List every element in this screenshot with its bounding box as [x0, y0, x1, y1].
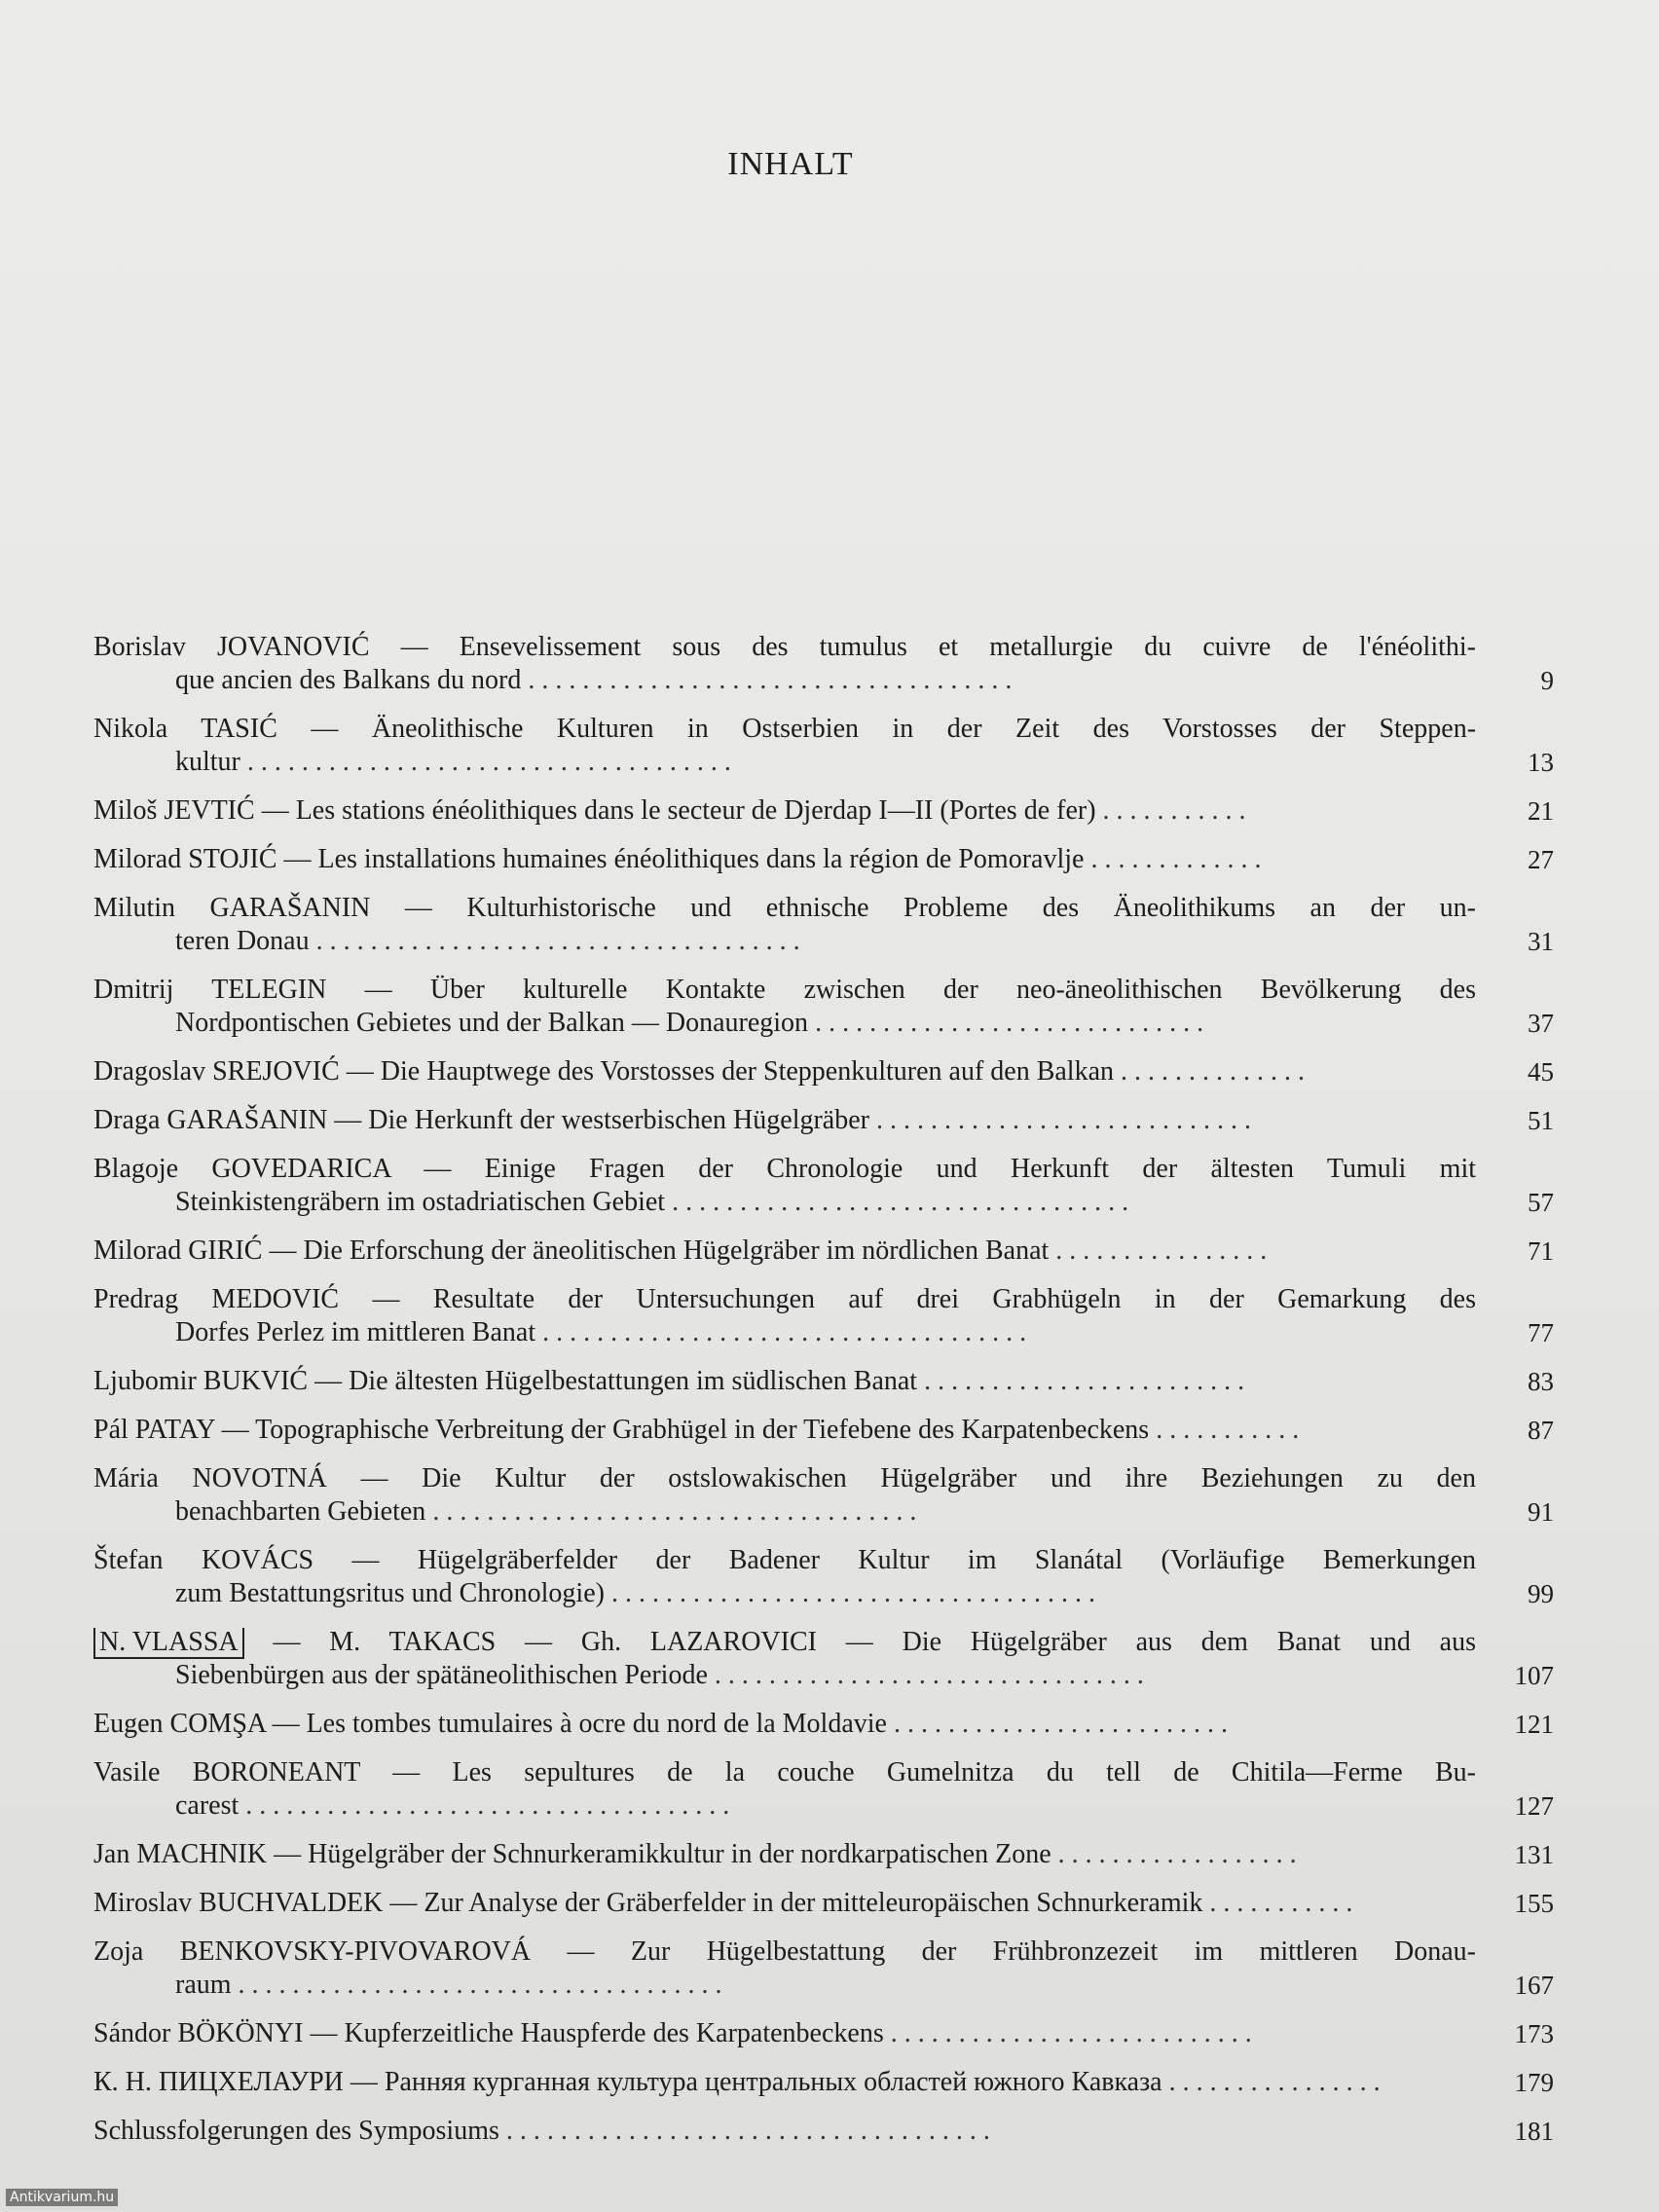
toc-entry-line [93, 713, 1476, 746]
toc-title: — Die Erforschung der äneolitischen Hügelgräber im nördlichen Banat [269, 1235, 1050, 1266]
toc-entry [93, 1462, 1554, 1529]
dot-leader: . . . . . . . . . . . . . . . . . . . . . . . . . . . . . . . . . . . . [604, 1578, 1095, 1608]
toc-entry-line [93, 843, 1476, 876]
toc-entry-line [93, 974, 1476, 1007]
toc-page-number: 87 [1528, 1416, 1554, 1445]
toc-entry [93, 892, 1554, 958]
dot-leader: . . . . . . . . . . . . . . . . . . . . . . . . . . . . . [808, 1008, 1204, 1038]
toc-title-continued: benachbarten Gebieten [175, 1496, 426, 1527]
toc-title: — Resultate der Untersuchungen auf drei Grabhügeln in der Gemarkung des [372, 1284, 1476, 1314]
toc-entry [93, 1235, 1554, 1268]
toc-author: Blagoje GOVEDARICA [93, 1154, 390, 1184]
toc-page-number: 13 [1528, 748, 1554, 777]
toc-entry [93, 713, 1554, 779]
toc-entry [93, 794, 1554, 828]
toc-entry [93, 1626, 1554, 1692]
toc-entry [93, 2066, 1554, 2099]
toc-author: Milorad GIRIĆ [93, 1235, 263, 1266]
toc-title: — Ранняя курганная культура центральных областей южного Кавказа [350, 2067, 1162, 2097]
toc-entry-line [93, 1283, 1476, 1316]
toc-entry-line [93, 1153, 1476, 1186]
toc-page-number: 71 [1528, 1236, 1554, 1266]
toc-title-continued: teren Donau [175, 926, 310, 956]
toc-entry-line [93, 631, 1476, 664]
toc-entry [93, 1756, 1554, 1823]
dot-leader: . . . . . . . . . . . . . . . . . . . . . . . . . . . . . . . . . . . . [425, 1496, 917, 1527]
toc-entry-line-continued [93, 746, 1476, 779]
dot-leader: . . . . . . . . . . . . . . . . . . . . . . . . [917, 1366, 1245, 1396]
dot-leader: . . . . . . . . . . . . . . [1114, 1056, 1306, 1087]
toc-page-number: 83 [1528, 1367, 1554, 1396]
toc-page-number: 179 [1514, 2068, 1554, 2097]
toc-entry [93, 2115, 1554, 2148]
dot-leader: . . . . . . . . . . . . . . . . . . . . . . . . . . . . . . . . . . . . [231, 1970, 722, 2000]
toc-entry [93, 1887, 1554, 1920]
toc-entry [93, 1365, 1554, 1398]
toc-entry-line-continued [93, 1789, 1476, 1823]
toc-entry-line-continued [93, 1969, 1476, 2002]
toc-page-number: 37 [1528, 1009, 1554, 1038]
toc-entry-line [93, 1708, 1476, 1741]
toc-entry-line [93, 1838, 1476, 1871]
toc-author: Eugen COMŞA [93, 1709, 266, 1739]
toc-entry [93, 1544, 1554, 1610]
toc-title: — Hügelgräber der Schnurkeramikkultur in der nordkarpatischen Zone [274, 1839, 1051, 1869]
toc-title-continued: kultur [175, 747, 240, 777]
toc-author: Zoja BENKOVSKY-PIVOVAROVÁ [93, 1936, 532, 1967]
toc-title: — Einige Fragen der Chronologie und Herkunft der ältesten Tumuli mit [424, 1154, 1476, 1184]
toc-title: — Les tombes tumulaires à ocre du nord de la Moldavie [272, 1709, 887, 1739]
toc-author: Nikola TASIĆ [93, 714, 277, 744]
toc-entry [93, 843, 1554, 876]
toc-entry-line [93, 1756, 1476, 1789]
toc-title: — Kulturhistorische und ethnische Probleme des Äneolithikums an der un- [404, 893, 1477, 923]
toc-entry-line-continued [93, 1316, 1476, 1349]
toc-entry [93, 2017, 1554, 2050]
toc-page-number: 9 [1540, 666, 1554, 695]
toc-page-number: 45 [1528, 1057, 1554, 1087]
toc-title: — Über kulturelle Kontakte zwischen der neo-äneolithischen Bevölkerung des [364, 975, 1476, 1005]
toc-author: N. VLASSA [93, 1628, 244, 1659]
toc-page-number: 27 [1528, 845, 1554, 874]
toc-page-number: 57 [1528, 1188, 1554, 1217]
toc-entry-line [93, 1235, 1476, 1268]
dot-leader: . . . . . . . . . . . . . . . . . . . . . . . . . . . . . . . . . . . . [309, 926, 800, 956]
watermark: Antikvarium.hu [6, 2189, 118, 2206]
toc-page-number: 51 [1528, 1106, 1554, 1135]
dot-leader: . . . . . . . . . . . . . . . . [1049, 1235, 1268, 1266]
toc-author: Milorad STOJIĆ [93, 844, 277, 874]
toc-title-continued: zum Bestattungsritus und Chronologie) [175, 1578, 605, 1608]
toc-author: Štefan KOVÁCS [93, 1545, 314, 1575]
toc-entry-line [93, 892, 1476, 925]
toc-page-number: 91 [1528, 1497, 1554, 1527]
toc-page-number: 21 [1528, 796, 1554, 826]
toc-page-number: 107 [1514, 1661, 1554, 1690]
toc-entry-line [93, 1104, 1476, 1137]
toc-entry-line [93, 1626, 1476, 1659]
toc-entry [93, 1936, 1554, 2002]
toc-title: — Hügelgräberfelder der Badener Kultur im Slanátal (Vorläufige Bemerkungen [351, 1545, 1476, 1575]
toc-entry-line-continued [93, 1495, 1476, 1529]
toc-entry-line-continued [93, 1577, 1476, 1610]
toc-entry-line [93, 2115, 1476, 2148]
toc-entry-line [93, 1414, 1476, 1447]
toc-entry-line-continued [93, 1007, 1476, 1040]
toc-page-number: 77 [1528, 1318, 1554, 1347]
toc-author: Draga GARAŠANIN [93, 1105, 328, 1135]
toc-title: — Les stations énéolithiques dans le secteur de Djerdap I—II (Portes de fer) [261, 795, 1096, 826]
toc-entry [93, 1283, 1554, 1349]
dot-leader: . . . . . . . . . . . . . . . . . . . . . . . . . . . . . . . . [707, 1660, 1144, 1690]
toc-entry-line [93, 1887, 1476, 1920]
toc-entry-line [93, 1055, 1476, 1088]
toc-page-number: 181 [1514, 2117, 1554, 2146]
toc-entry-line [93, 2066, 1476, 2099]
dot-leader: . . . . . . . . . . . . . . . . . . . . . . . . . . . . [869, 1105, 1251, 1135]
dot-leader: . . . . . . . . . . . . . . . . . . . . . . . . . . . . . . . . . . . . [240, 747, 731, 777]
dot-leader: . . . . . . . . . . . [1095, 795, 1246, 826]
toc-author: Miloš JEVTIĆ [93, 795, 255, 826]
toc-title: — Äneolithische Kulturen in Ostserbien in der Zeit des Vorstosses der Steppen- [311, 714, 1477, 744]
toc-page-number: 99 [1528, 1579, 1554, 1608]
dot-leader: . . . . . . . . . . . . . . . . . . [1051, 1839, 1297, 1869]
toc-title-continued: carest [175, 1790, 240, 1821]
toc-author: Milutin GARAŠANIN [93, 893, 371, 923]
toc-entry-line [93, 794, 1476, 828]
toc-page-number: 121 [1514, 1710, 1554, 1739]
toc-title-continued: raum [175, 1970, 232, 2000]
dot-leader: . . . . . . . . . . . . . . . . . . . . . . . . . . . . . . . . . . . . [239, 1790, 730, 1821]
toc-entry [93, 631, 1554, 697]
toc-title: Schlussfolgerungen des Symposiums [93, 2116, 499, 2146]
toc-entry-line-continued [93, 1659, 1476, 1692]
toc-entry-line-continued [93, 1186, 1476, 1219]
toc-author: Predrag MEDOVIĆ [93, 1284, 340, 1314]
dot-leader: . . . . . . . . . . . . . . . . . . . . . . . . . [886, 1709, 1228, 1739]
toc-author: Borislav JOVANOVIĆ [93, 632, 370, 662]
page-title: INHALT [727, 146, 854, 182]
toc-author: Jan MACHNIK [93, 1839, 268, 1869]
toc-entry [93, 1153, 1554, 1219]
toc-author: Ljubomir BUKVIĆ [93, 1366, 309, 1396]
toc-page-number: 31 [1528, 927, 1554, 956]
dot-leader: . . . . . . . . . . . [1149, 1415, 1300, 1445]
dot-leader: . . . . . . . . . . . . . . . . . . . . . . . . . . . . . . . . . . . . [535, 1317, 1027, 1347]
toc-title: — Die ältesten Hügelbestattungen im südlischen Banat [314, 1366, 918, 1396]
dot-leader: . . . . . . . . . . . . . [1084, 844, 1262, 874]
dot-leader: . . . . . . . . . . . . . . . . [1161, 2067, 1381, 2097]
dot-leader: . . . . . . . . . . . . . . . . . . . . . . . . . . . . . . . . . . . . [498, 2116, 990, 2146]
toc-author: Mária NOVOTNÁ [93, 1463, 327, 1493]
toc-entry-line-continued [93, 925, 1476, 958]
toc-page-number: 127 [1514, 1791, 1554, 1821]
dot-leader: . . . . . . . . . . . . . . . . . . . . . . . . . . . [883, 2018, 1252, 2048]
toc-page-number: 155 [1514, 1889, 1554, 1918]
toc-title-continued: Dorfes Perlez im mittleren Banat [175, 1317, 536, 1347]
dot-leader: . . . . . . . . . . . [1202, 1888, 1353, 1918]
toc-entry-line [93, 1462, 1476, 1495]
toc-title: — M. TAKACS — Gh. LAZAROVICI — Die Hügelgräber aus dem Banat und aus [273, 1627, 1476, 1657]
toc-title: — Zur Hügelbestattung der Frühbronzezeit im mittleren Donau- [567, 1936, 1477, 1967]
toc-entry [93, 1708, 1554, 1741]
toc-title: — Les sepultures de la couche Gumelnitza du tell de Chitila—Ferme Bu- [392, 1757, 1476, 1788]
dot-leader: . . . . . . . . . . . . . . . . . . . . . . . . . . . . . . . . . . [665, 1187, 1129, 1217]
toc-author: Sándor BÖKÖNYI [93, 2018, 304, 2048]
toc-entry-line [93, 1544, 1476, 1577]
toc-entry [93, 1414, 1554, 1447]
toc-page-number: 131 [1514, 1840, 1554, 1869]
toc-title: — Kupferzeitliche Hauspferde des Karpatenbeckens [310, 2018, 884, 2048]
toc-page-number: 173 [1514, 2019, 1554, 2048]
toc-title: — Die Hauptwege des Vorstosses der Steppenkulturen auf den Balkan [346, 1056, 1115, 1087]
toc-author: Dragoslav SREJOVIĆ [93, 1056, 340, 1087]
toc-page-number: 167 [1514, 1971, 1554, 2000]
toc-title: — Topographische Verbreitung der Grabhügel in der Tiefebene des Karpatenbeckens [221, 1415, 1150, 1445]
toc-title: — Die Kultur der ostslowakischen Hügelgräber und ihre Beziehungen zu den [360, 1463, 1476, 1493]
toc-title: — Die Herkunft der westserbischen Hügelgräber [334, 1105, 869, 1135]
toc-author: Vasile BORONEANT [93, 1757, 360, 1788]
toc-title-continued: Siebenbürgen aus der spätäneolithischen Periode [175, 1660, 708, 1690]
toc-title-continued: Nordpontischen Gebietes und der Balkan — Donauregion [175, 1008, 809, 1038]
toc-title: — Les installations humaines énéolithiques dans la région de Pomoravlje [283, 844, 1085, 874]
toc-title-continued: Steinkistengräbern im ostadriatischen Gebiet [175, 1187, 666, 1217]
toc-title: — Ensevelissement sous des tumulus et metallurgie du cuivre de l'énéolithi- [400, 632, 1477, 662]
toc-entry [93, 1055, 1554, 1088]
toc-entry-line [93, 1365, 1476, 1398]
toc-author: Dmitrij TELEGIN [93, 975, 327, 1005]
toc-title-continued: que ancien des Balkans du nord [175, 665, 522, 695]
toc-author: К. Н. ПИЦХЕЛАУРИ [93, 2067, 344, 2097]
toc-author: Miroslav BUCHVALDEK [93, 1888, 384, 1918]
toc-entry [93, 974, 1554, 1040]
toc-title: — Zur Analyse der Gräberfelder in der mitteleuropäischen Schnurkeramik [389, 1888, 1203, 1918]
toc-author: Pál PATAY [93, 1415, 215, 1445]
toc-entry [93, 1838, 1554, 1871]
table-of-contents [93, 631, 1554, 2163]
dot-leader: . . . . . . . . . . . . . . . . . . . . . . . . . . . . . . . . . . . . [521, 665, 1013, 695]
toc-entry-line [93, 1936, 1476, 1969]
toc-entry-line-continued [93, 664, 1476, 697]
toc-entry [93, 1104, 1554, 1137]
toc-entry-line [93, 2017, 1476, 2050]
